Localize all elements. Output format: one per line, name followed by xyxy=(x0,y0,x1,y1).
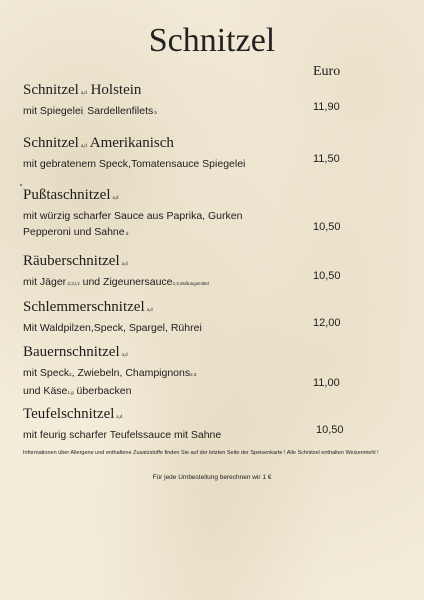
item-name xyxy=(23,81,403,103)
item-description xyxy=(23,208,403,224)
item-name-text: Schnitzel xyxy=(23,135,79,151)
item-price: 10,50 xyxy=(316,424,344,436)
additive-code: 2 xyxy=(69,372,72,377)
item-name xyxy=(23,186,403,208)
allergen-code: a,d xyxy=(121,262,128,267)
allergen-code: a,d xyxy=(116,415,123,420)
menu-item xyxy=(23,405,403,443)
item-description xyxy=(23,103,403,121)
description-text: Sardellenfilets xyxy=(84,105,154,117)
description-text: Pepperoni und Sahne xyxy=(23,226,125,238)
item-price: 11,50 xyxy=(313,153,340,165)
item-price: 11,00 xyxy=(313,377,340,389)
item-description xyxy=(23,274,403,292)
allergen-code: a,d xyxy=(121,353,128,358)
item-description xyxy=(23,320,403,336)
currency-header: Euro xyxy=(313,64,341,79)
item-price: 11,90 xyxy=(313,101,340,113)
allergen-code: a,d xyxy=(80,144,87,149)
description-text: überbacken xyxy=(73,385,132,397)
description-text: , Zwiebeln, Champignons xyxy=(71,367,191,379)
menu-item xyxy=(23,343,403,401)
item-name-text: Schnitzel xyxy=(23,82,79,98)
item-price: 10,50 xyxy=(313,221,341,233)
menu-item xyxy=(23,298,403,336)
description-text: Mit Waldpilzen,Speck, Spargel, Rührei xyxy=(23,322,202,334)
description-text: und Käse xyxy=(23,385,68,397)
allergen-code: a,d xyxy=(80,91,87,96)
item-price: 12,00 xyxy=(313,317,341,329)
item-name xyxy=(23,134,403,156)
item-name-text: Pußtaschnitzel xyxy=(23,187,111,203)
item-description xyxy=(23,224,403,242)
item-price: 10,50 xyxy=(313,270,341,282)
page-title: Schnitzel xyxy=(148,22,276,59)
additive-code: 1,g xyxy=(67,390,74,395)
allergen-footnote: Informationen über Allergene und enthaltene Zusatzstoffe finden Sie auf der letzten Seite der Speisenkarte ! Alle Schnitzel enthalten Weizenmehl ! xyxy=(23,450,379,456)
description-text: mit Jäger xyxy=(23,276,67,288)
item-description xyxy=(23,156,403,172)
item-name-suffix: Holstein xyxy=(86,82,142,98)
item-name xyxy=(23,343,403,365)
item-name-text: Bauernschnitzel xyxy=(23,344,120,360)
menu-item xyxy=(23,186,403,242)
description-text: und Zigeunersauce xyxy=(79,276,173,288)
additive-code: 2,3,l,2 xyxy=(66,281,80,286)
item-name-text: Schlemmerschnitzel xyxy=(23,299,145,315)
allergen-code: a,d xyxy=(112,196,119,201)
item-name-suffix: Amerikanisch xyxy=(86,135,174,151)
additive-code: 2,3,Süßungsmittel xyxy=(172,281,209,286)
description-text: mit gebratenem Speck,Tomatensauce Spiegelei xyxy=(23,158,246,170)
item-name-text: Teufelschnitzel xyxy=(23,406,115,422)
allergen-code: a,d xyxy=(146,308,153,313)
menu-item xyxy=(23,134,403,172)
item-description xyxy=(23,383,403,401)
surcharge-note: Für jede Umbestellung berechnen wir 1 € xyxy=(152,474,272,481)
item-description xyxy=(23,365,403,383)
description-text: mit würzig scharfer Sauce aus Paprika, Gurken xyxy=(23,210,243,222)
description-text: mit feurig scharfer Teufelssauce mit Sahne xyxy=(23,429,222,441)
additive-code: 2,3 xyxy=(190,372,197,377)
item-name xyxy=(23,298,403,320)
menu-item xyxy=(23,81,403,121)
description-text: mit Spiegelei xyxy=(23,105,84,117)
description-text: mit Speck xyxy=(23,367,70,379)
additive-code: , xyxy=(83,110,85,115)
additive-code: d xyxy=(124,231,129,236)
speck-dot xyxy=(20,184,22,186)
item-name-text: Räuberschnitzel xyxy=(23,253,120,269)
item-name xyxy=(23,252,403,274)
item-description xyxy=(23,427,403,443)
menu-item xyxy=(23,252,403,292)
item-name xyxy=(23,405,403,427)
additive-code: b xyxy=(153,110,158,115)
